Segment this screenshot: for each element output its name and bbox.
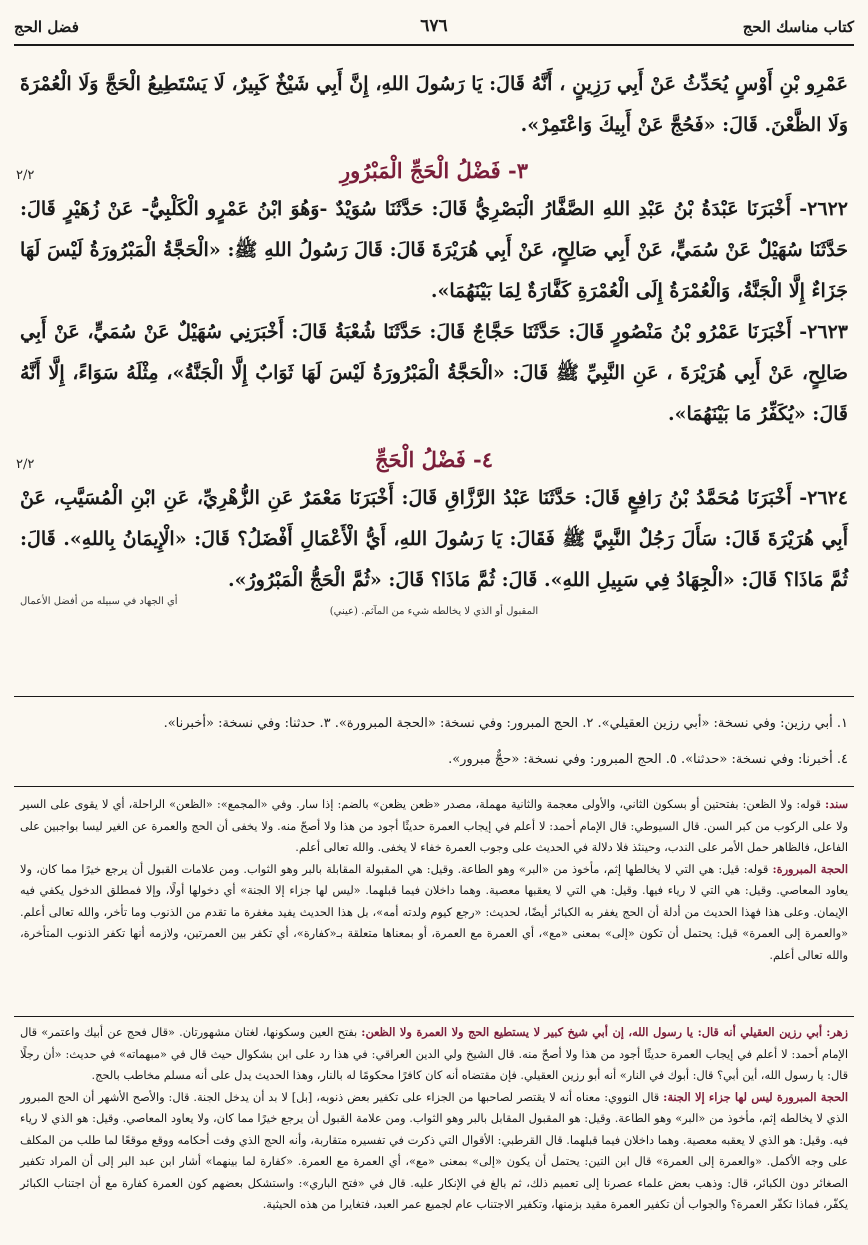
commentary-lead: أبي رزين العقيلي أنه قال: يا رسول الله، إن أبي شيخ كبير لا يستطيع الحج ولا العمرة ولا الظعن: — [361, 1025, 822, 1039]
commentary-text: قال النووي: معناه أنه لا يقتصر لصاحبها من الجزاء على تكفير بعض ذنوبه، [بل] لا بد أن يدخل الجنة. قال: والأصح الأشهر أن الحج المبرور الذي لا يخالطه إثم، مأخوذ من «البر» وهو الطاعة. وقيل: هو المقبول المقابل بالبر وهو الثواب. ومن علامة القبول أن يرجع خيرًا مما كان، ولا يعاود المعاصي. وقيل: هو الذي لا رياء فيه. وقيل: هو الذي لا يعقبه معصية. وهما داخلان فيما قبلهما. قال القرطبي: الأقوال التي ذكرت في تفسيره متقاربة، وأنه الحج الذي وفت أحكامه ووقع موقعًا لما طلب من المكلف على وجه الأكمل. «والعمرة إلى العمرة» قال ابن التين: يحتمل أن يكون «إلى» بمعنى «مع»، أي العمرة مع العمرة. «كفارة لما بينهما» أشار ابن عبد البر إلى أن المراد تكفير الصغائر دون الكبائر، قال: وذهب بعض علماء عصرنا إلى تعميم ذلك، ثم بالغ في الإنكار عليه. قال في «فتح الباري»: واستشكل بعضهم كون العمرة كفارة مع أن اجتناب الكبائر يكفّر، فماذا تكفّر العمرة؟ والجواب أن تكفير العمرة مقيد بزمنها، وتكفير الاجتناب عام لجميع عمر العبد، فتغايرا من هذه الحيثية. — [20, 1090, 848, 1211]
commentary-label: الحجة المبرورة: — [772, 861, 848, 876]
header-divider — [14, 44, 854, 46]
hadith-2624: ٢٦٢٤- أَخْبَرَنَا مُحَمَّدُ بْنُ رَافِعٍ قَالَ: حَدَّثَنَا عَبْدُ الرَّزَّاقِ قَالَ: أَخْبَرَنَا مَعْمَرٌ عَنِ الزُّهْرِيِّ، عَنِ ابْنِ الْمُسَيَّبِ، عَنْ أَبِي هُرَيْرَةَ قَالَ: سَأَلَ رَجُلٌ النَّبِيَّ ﷺ فَقَالَ: يَا رَسُولَ اللهِ، أَيُّ الْأَعْمَالِ أَفْضَلُ؟ قَالَ: «الْإِيمَانُ بِاللهِ». قَالَ: ثُمَّ مَاذَا؟ قَالَ: «الْجِهَادُ فِي سَبِيلِ اللهِ». قَالَ: ثُمَّ مَاذَا؟ قَالَ: «ثُمَّ الْحَجُّ الْمَبْرُورُ». — [20, 487, 848, 591]
margin-reference: ٢/٢ — [16, 168, 35, 183]
commentary-text: بفتح العين وسكونها، لغتان مشهورتان. «قال فحج عن أبيك واعتمر» قال الإمام أحمد: لا أعلم في إيجاب العمرة حديثًا أجود من هذا ولا أصحّ منه. قال الشيخ ولي الدين العراقي: في هذا رد على ابن بشكوال حيث قال في «مبهماته» في حديث: «أن رجلًا قال: يا رسول الله، أين أبي؟ قال: أبوك في النار» أنه أبو رزين العقيلي. فإن مقتضاه أنه كان كافرًا محكومًا له بالنار، وهذا الحديث يدل على أنه مسلم مخاطب بالحج. — [20, 1026, 848, 1082]
commentary-label: سند: — [825, 797, 849, 811]
commentary-text: قوله: ولا الظعن: بفتحتين أو بسكون الثاني، والأولى معجمة والثانية مهملة، مصدر «ظعن يظعن» بالضم: إذا سار. وفي «المجمع»: «الظعن» الراحلة، أي لا يقوى على السير ولا على الركوب من كبر السن. قال السيوطي: قال الإمام أحمد: لا أعلم في إيجاب العمرة حديثًا أجود من هذا ولا أصحّ منه. ولا يخفى أن الحج والعمرة عن الغير ليسا بواجبين على الفاعل، فالظاهر حمل الأمر على الندب، وحينئذ فلا دلالة في الحديث على وجوب العمرة خفاء لا يخفى. والله تعالى أعلم. — [20, 798, 848, 854]
hadith-2623: ٢٦٢٣- أَخْبَرَنَا عَمْرُو بْنُ مَنْصُورٍ قَالَ: حَدَّثَنَا حَجَّاجٌ قَالَ: حَدَّثَنَا شُعْبَةُ قَالَ: أَخْبَرَنِي سُهَيْلٌ عَنْ سُمَيٍّ، عَنْ أَبِي صَالِحٍ، عَنْ أَبِي هُرَيْرَةَ ، عَنِ النَّبِيِّ ﷺ قَالَ: «الْحَجَّةُ الْمَبْرُورَةُ لَيْسَ لَهَا ثَوَابٌ إِلَّا الْجَنَّةُ»، مِثْلَهُ سَوَاءً، إِلَّا أَنَّهُ قَالَ: «يُكَفِّرُ مَا بَيْنَهُمَا». — [20, 321, 848, 425]
hadith-continuation: عَمْرِو بْنِ أَوْسٍ يُحَدِّثُ عَنْ أَبِي رَزِينٍ ، أَنَّهُ قَالَ: يَا رَسُولَ اللهِ، إِنَّ أَبِي شَيْخٌ كَبِيرٌ، لَا يَسْتَطِيعُ الْحَجَّ وَلَا الْعُمْرَةَ وَلَا الظَّعْنَ. قَالَ: «فَحُجَّ عَنْ أَبِيكَ وَاعْتَمِرْ». — [20, 73, 848, 136]
hadith-2622: ٢٦٢٢- أَخْبَرَنَا عَبْدَةُ بْنُ عَبْدِ اللهِ الصَّفَّارُ الْبَصْرِيُّ قَالَ: حَدَّثَنَا سُوَيْدٌ -وَهُوَ ابْنُ عَمْرٍو الْكَلْبِيُّ- عَنْ زُهَيْرٍ قَالَ: حَدَّثَنَا سُهَيْلٌ عَنْ سُمَيٍّ، عَنْ أَبِي صَالِحٍ، عَنْ أَبِي هُرَيْرَةَ قَالَ: قَالَ رَسُولُ اللهِ ﷺ: «الْحَجَّةُ الْمَبْرُورَةُ لَيْسَ لَهَا جَزَاءٌ إِلَّا الْجَنَّةُ، وَالْعُمْرَةُ إِلَى الْعُمْرَةِ كَفَّارَةٌ لِمَا بَيْنَهُمَا». — [20, 198, 848, 302]
footnote-divider — [14, 696, 854, 697]
commentary-suyuti — [20, 1022, 848, 1216]
main-text — [16, 64, 848, 619]
variant-line: ٤. أخبرنا: وفي نسخة: «حدثنا». ٥. الحج المبرور: وفي نسخة: «حجٌّ مبرور». — [448, 752, 848, 767]
page-number: ٦٧٦ — [420, 16, 448, 36]
page — [14, 0, 854, 1245]
commentary-label: الحجة المبرورة ليس لها جزاء إلا الجنة: — [663, 1089, 848, 1104]
variant-line: ١. أبي رزين: وفي نسخة: «أبي رزين العقيلي». ٢. الحج المبرور: وفي نسخة: «الحجة المبرورة». ٣. حدثنا: وفي نسخة: «أخبرنا». — [163, 716, 848, 731]
commentary-divider — [14, 1016, 854, 1017]
margin-reference: ٢/٢ — [16, 457, 35, 472]
commentary-text: قوله: قيل: هي التي لا يخالطها إثم، مأخوذ من «البر» وهو الطاعة. وقيل: هي المقبولة المقابلة بالبر وهو الثواب. ومن علامات القبول أن يرجع خيرًا مما كان، ولا يعاود المعاصي. وقيل: هي التي لا رياء فيها. وقيل: هي التي لا يعقبها معصية. وهما داخلان فيما قبلهما. «ليس لها جزاء إلا الجنة» أي دخولها أولًا، وإلا فمطلق الدخول يكفي فيه الإيمان. وعلى هذا فهذا الحديث من أدلة أن الحج يغفر به الكبائر أيضًا، لحديث: «رجع كيوم ولدته أمه»، بل هذا الحديث يفيد مغفرة ما تقدم من الذنوب وما تأخر، والله تعالى أعلم. «والعمرة إلى العمرة» قيل: يحتمل أن تكون «إلى» بمعنى «مع»، أي العمرة مع العمرة، أو بمعناها متعلقة بـ«كفارة»، أي تكفر بين العمرتين، ولازمه أنها تكفر الذنوب المتأخرة، والله تعالى أعلم. — [20, 862, 848, 962]
commentary-divider — [14, 786, 854, 787]
section-3-heading — [16, 158, 848, 183]
section-4-title: ٤- فَضْلُ الْحَجِّ — [374, 447, 494, 472]
commentary-label: زهر: — [826, 1025, 849, 1039]
marginal-gloss: المقبول أو الذي لا يخالطه شيء من المآثم. (عيني) — [329, 606, 539, 617]
variant-footnotes — [20, 706, 848, 778]
section-3-title: ٣- فَضْلُ الْحَجِّ الْمَبْرُورِ — [339, 158, 528, 183]
marginal-gloss: أي الجهاد في سبيله من أفضل الأعمال — [20, 596, 178, 607]
chapter-title: فضل الحج — [14, 18, 79, 36]
section-4-heading — [16, 447, 848, 472]
page-header — [14, 14, 854, 42]
commentary-sindi — [20, 794, 848, 966]
book-title: كتاب مناسك الحج — [742, 18, 854, 36]
